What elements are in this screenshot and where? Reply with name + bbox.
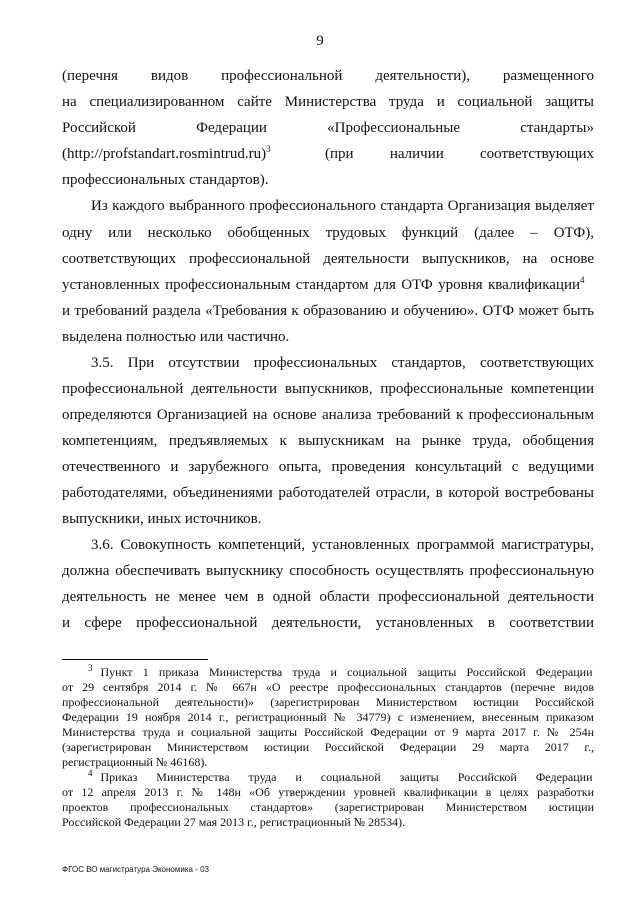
footnote-line: проектов профессиональных стандартов» (зарегистрирован Министерством юстиции — [62, 800, 594, 814]
footnote-line: регистрационный № 46168). — [62, 755, 208, 769]
footnote-line: (зарегистрирован Министерством юстиции Российской Федерации 29 марта 2017 г., — [62, 740, 594, 754]
footnote-marker-3: 3 — [88, 663, 93, 673]
footnote-ref-4: 4 — [580, 275, 585, 285]
text-line: определяются Организацией на основе анализа требований к профессиональным — [62, 407, 594, 423]
footnote-marker-4: 4 — [88, 768, 93, 778]
text-line: работодателями, объединениями работодателей отрасли, в которой востребованы — [62, 485, 594, 501]
page-number: 9 — [316, 33, 324, 49]
text-line: выпускники, иных источников. — [62, 511, 262, 527]
text-line: (при наличии соответствующих — [325, 146, 594, 162]
text-line: Российской Федерации «Профессиональные стандарты» — [62, 120, 594, 136]
footnote-line: Российской Федерации 27 мая 2013 г., регистрационный № 28534). — [62, 815, 406, 829]
text-line: деятельность не менее чем в одной области профессиональной деятельности — [62, 589, 594, 605]
footnote-ref-3: 3 — [266, 144, 271, 154]
text-line: на специализированном сайте Министерства труда и социальной защиты — [62, 94, 594, 110]
text-line: отечественного и зарубежного опыта, проведения консультаций с ведущими — [62, 459, 594, 475]
text-line: профессиональных стандартов). — [62, 172, 269, 188]
footnote-text: Пункт 1 приказа Министерства труда и социальной защиты Российской Федерации — [100, 665, 593, 679]
footnote-separator — [62, 659, 208, 660]
page-footer: ФГОС ВО магистратура Экономика - 03 — [62, 865, 209, 874]
footnote-line — [88, 770, 594, 785]
footnote-line: профессиональной деятельности)» (зарегистрирован Министерством юстиции Российской — [62, 695, 594, 709]
text-line: профессиональной деятельности выпускников, профессиональные компетенции — [62, 381, 594, 397]
text-line: 3.5. При отсутствии профессиональных стандартов, соответствующих — [91, 355, 594, 371]
text-line: и сфере профессиональной деятельности, установленных в соответствии — [62, 615, 594, 631]
footnote-text: Приказ Министерства труда и социальной защиты Российской Федерации — [100, 770, 593, 784]
text-line — [62, 145, 271, 163]
url-text: (http://profstandart.rosmintrud.ru) — [62, 146, 267, 162]
text-line: одну или несколько обобщенных трудовых функций (далее – ОТФ), — [62, 225, 594, 241]
text-line: Из каждого выбранного профессионального стандарта Организация выделяет — [91, 198, 594, 214]
text-line — [62, 276, 587, 294]
text-line: и требований раздела «Требования к образованию и обучению». ОТФ может быть — [62, 303, 594, 319]
footnote-line — [88, 665, 594, 680]
line-text: установленных профессиональным стандартом для ОТФ уровня квалификации — [62, 277, 580, 293]
footnote-line: Министерства труда и социальной защиты Российской Федерации от 9 марта 2017 г. № 254н — [62, 725, 594, 739]
text-line: соответствующих профессиональной деятельности выпускников, на основе — [62, 251, 594, 267]
footnote-line: от 29 сентября 2014 г. № 667н «О реестре профессиональных стандартов (перечне видов — [62, 680, 594, 694]
text-line: компетенциям, предъявляемых к выпускникам на рынке труда, обобщения — [62, 433, 594, 449]
text-line: 3.6. Совокупность компетенций, установленных программой магистратуры, — [91, 537, 594, 553]
footnote-line: Федерации 19 ноября 2014 г., регистрационный № 34779) с изменением, внесенным приказом — [62, 710, 594, 724]
text-line: выделена полностью или частично. — [62, 329, 290, 345]
footnote-line: от 12 апреля 2013 г. № 148н «Об утверждении уровней квалификации в целях разработки — [62, 785, 594, 799]
text-line: (перечня видов профессиональной деятельности), размещенного — [62, 68, 594, 84]
text-line: должна обеспечивать выпускнику способность осуществлять профессиональную — [62, 563, 594, 579]
